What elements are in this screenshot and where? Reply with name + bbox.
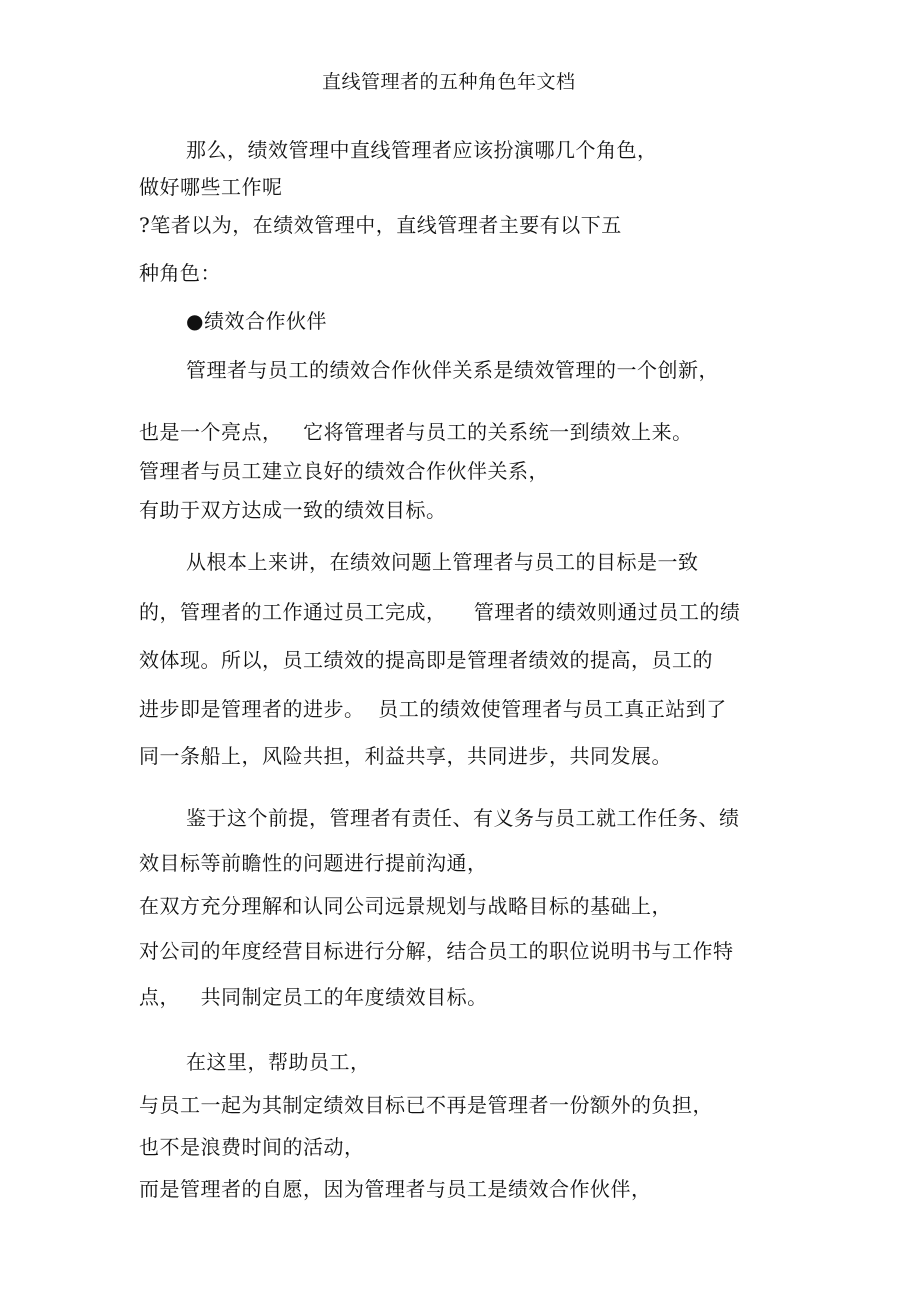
paragraph-line: 与员工一起为其制定绩效目标已不再是管理者一份额外的负担， <box>139 1093 713 1117</box>
paragraph-line: 效目标等前瞻性的问题进行提前沟通， <box>139 851 488 875</box>
document-title: 直线管理者的五种角色年文档 <box>322 71 576 93</box>
paragraph-line: 也不是浪费时间的活动， <box>139 1135 365 1159</box>
paragraph-line: 对公司的年度经营目标进行分解，结合员工的职位说明书与工作特 <box>139 939 734 963</box>
paragraph-line: 鉴于这个前提，管理者有责任、有义务与员工就工作任务、绩 <box>186 806 740 830</box>
paragraph-line: 的，管理者的工作通过员工完成， 管理者的绩效则通过员工的绩 <box>139 600 741 624</box>
paragraph-line: 做好哪些工作呢 <box>139 175 283 199</box>
paragraph-line: 点， 共同制定员工的年度绩效目标。 <box>139 985 488 1009</box>
paragraph-line: 有助于双方达成一致的绩效目标。 <box>139 498 447 522</box>
paragraph-line: 管理者与员工建立良好的绩效合作伙伴关系， <box>139 459 549 483</box>
section-heading: ●绩效合作伙伴 <box>186 309 327 333</box>
paragraph-line: 在双方充分理解和认同公司远景规划与战略目标的基础上， <box>139 894 672 918</box>
paragraph-line: 管理者与员工的绩效合作伙伴关系是绩效管理的一个创新， <box>186 358 719 382</box>
paragraph-line: 那么，绩效管理中直线管理者应该扮演哪几个角色， <box>186 138 658 162</box>
paragraph-line: 效体现。所以，员工绩效的提高即是管理者绩效的提高，员工的 <box>139 648 713 672</box>
paragraph-line: 从根本上来讲，在绩效问题上管理者与员工的目标是一致 <box>186 550 699 574</box>
paragraph-line: 在这里，帮助员工， <box>186 1050 371 1074</box>
paragraph-line: ?笔者以为，在绩效管理中，直线管理者主要有以下五 <box>139 213 622 237</box>
paragraph-line: 进步即是管理者的进步。 员工的绩效使管理者与员工真正站到了 <box>139 697 727 721</box>
paragraph-line: 种角色： <box>139 261 221 285</box>
paragraph-line: 同一条船上，风险共担，利益共享，共同进步，共同发展。 <box>139 744 672 768</box>
paragraph-line: 而是管理者的自愿，因为管理者与员工是绩效合作伙伴， <box>139 1177 652 1201</box>
paragraph-line: 也是一个亮点， 它将管理者与员工的关系统一到绩效上来。 <box>139 420 693 444</box>
